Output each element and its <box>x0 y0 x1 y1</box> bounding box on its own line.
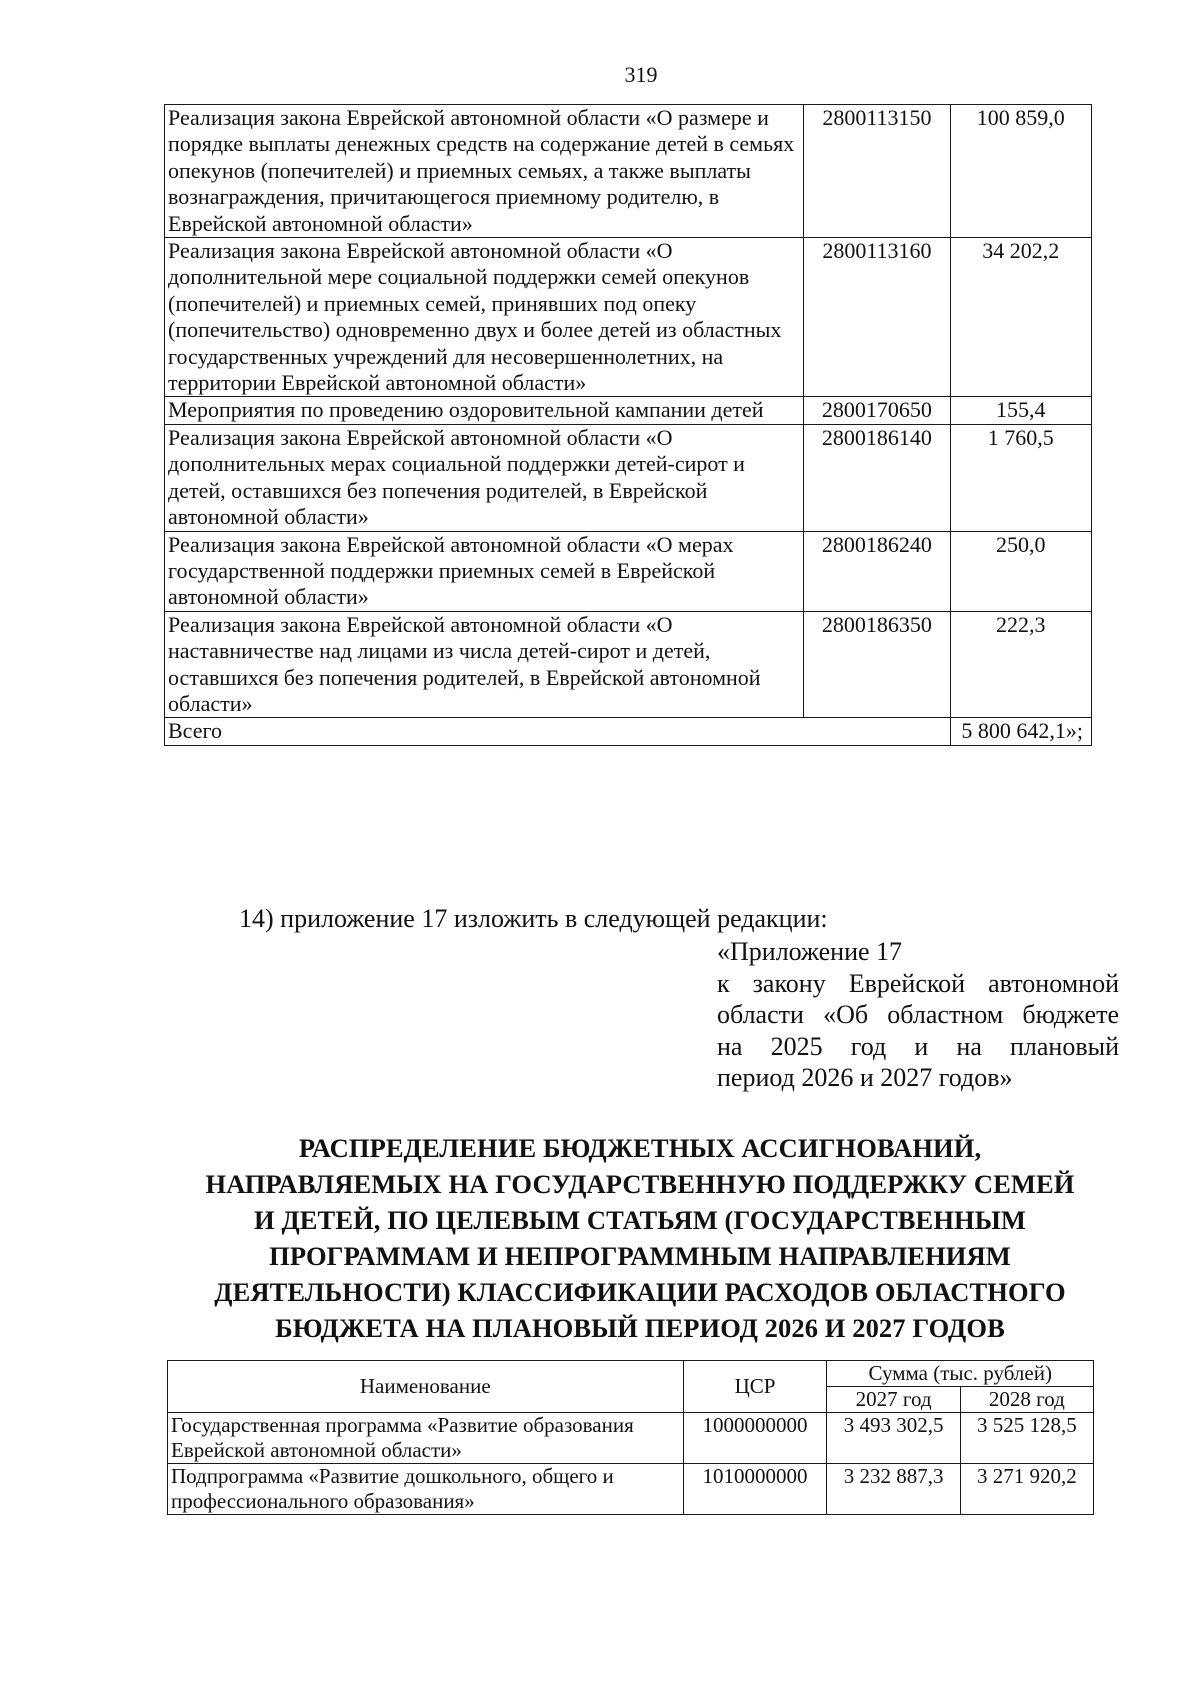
row-name: Мероприятия по проведению оздоровительной кампании детей <box>165 397 804 424</box>
row-amount: 155,4 <box>950 397 1091 424</box>
header-name: Наименование <box>168 1361 684 1413</box>
table-row <box>168 1413 1094 1464</box>
heading-line: НАПРАВЛЯЕМЫХ НА ГОСУДАРСТВЕННУЮ ПОДДЕРЖКУ СЕМЕЙ <box>205 1169 1075 1199</box>
heading-line: БЮДЖЕТА НА ПЛАНОВЫЙ ПЕРИОД 2026 И 2027 ГОДОВ <box>275 1313 1005 1343</box>
heading-line: ДЕЯТЕЛЬНОСТИ) КЛАССИФИКАЦИИ РАСХОДОВ ОБЛАСТНОГО <box>214 1277 1066 1307</box>
header-sum: Сумма (тыс. рублей) <box>827 1361 1094 1387</box>
table-row <box>168 1464 1094 1515</box>
row-amount: 34 202,2 <box>950 238 1091 397</box>
row-code: 2800113150 <box>804 105 950 238</box>
row-value-2028: 3 271 920,2 <box>960 1464 1093 1515</box>
table-row <box>165 424 1092 531</box>
row-amount: 1 760,5 <box>950 424 1091 531</box>
row-code: 2800186140 <box>804 424 950 531</box>
table-row <box>165 531 1092 611</box>
table-row <box>165 611 1092 718</box>
document-heading <box>160 1130 1120 1346</box>
header-year-2028: 2028 год <box>960 1387 1093 1413</box>
amendment-item: 14) приложение 17 изложить в следующей редакции: <box>239 904 828 933</box>
appendix-reference <box>717 936 1119 1094</box>
appendix-line: на 2025 год и на плановый <box>717 1031 1119 1061</box>
row-name: Реализация закона Еврейской автономной области «О размере и порядке выплаты денежных средств на содержание детей в семьях опекунов (попечителей) и приемных семьях, а также выплаты вознаграждения, причитающегося приемному родителю, в Еврейской автономной области» <box>165 105 804 238</box>
appendix-line: области «Об областном бюджете <box>717 1000 1119 1029</box>
row-value-2027: 3 493 302,5 <box>827 1413 960 1464</box>
header-code: ЦСР <box>683 1361 827 1413</box>
row-value-2028: 3 525 128,5 <box>960 1413 1093 1464</box>
row-name: Государственная программа «Развитие образования Еврейской автономной области» <box>168 1413 684 1464</box>
row-name: Реализация закона Еврейской автономной области «О дополнительной мере социальной поддержки семей опекунов (попечителей) и приемных семей, принявших под опеку (попечительство) одновременно двух и более детей из областных государственных учреждений для несовершеннолетних, на территории Еврейской автономной области» <box>165 238 804 397</box>
appendix-line: «Приложение 17 <box>717 937 903 966</box>
total-value: 5 800 642,1»; <box>950 718 1091 745</box>
page-number: 319 <box>624 62 658 87</box>
table-row <box>165 238 1092 397</box>
allocation-table <box>167 1360 1094 1515</box>
table-row <box>165 397 1092 424</box>
appendix-line: период 2026 и 2027 годов» <box>717 1063 1013 1092</box>
table-row <box>165 105 1092 238</box>
row-amount: 100 859,0 <box>950 105 1091 238</box>
row-amount: 222,3 <box>950 611 1091 718</box>
row-code: 2800186350 <box>804 611 950 718</box>
row-value-2027: 3 232 887,3 <box>827 1464 960 1515</box>
row-name: Реализация закона Еврейской автономной области «О наставничестве над лицами из числа детей-сирот и детей, оставшихся без попечения родителей, в Еврейской автономной области» <box>165 611 804 718</box>
row-code: 1010000000 <box>683 1464 827 1515</box>
row-code: 2800170650 <box>804 397 950 424</box>
row-code: 2800113160 <box>804 238 950 397</box>
heading-line: РАСПРЕДЕЛЕНИЕ БЮДЖЕТНЫХ АССИГНОВАНИЙ, <box>298 1133 982 1163</box>
header-year-2027: 2027 год <box>827 1387 960 1413</box>
heading-line: И ДЕТЕЙ, ПО ЦЕЛЕВЫМ СТАТЬЯМ (ГОСУДАРСТВЕННЫМ <box>254 1205 1026 1235</box>
row-amount: 250,0 <box>950 531 1091 611</box>
row-code: 1000000000 <box>683 1413 827 1464</box>
expenditure-table <box>164 104 1092 746</box>
row-name: Реализация закона Еврейской автономной области «О дополнительных мерах социальной поддержки детей-сирот и детей, оставшихся без попечения родителей, в Еврейской автономной области» <box>165 424 804 531</box>
header-row <box>168 1361 1094 1387</box>
appendix-line: к закону Еврейской автономной <box>717 968 1119 998</box>
row-name: Реализация закона Еврейской автономной области «О мерах государственной поддержки приемных семей в Еврейской автономной области» <box>165 531 804 611</box>
heading-line: ПРОГРАММАМ И НЕПРОГРАММНЫМ НАПРАВЛЕНИЯМ <box>269 1241 1011 1271</box>
total-row <box>165 718 1092 745</box>
total-label: Всего <box>165 718 951 745</box>
row-name: Подпрограмма «Развитие дошкольного, общего и профессионального образования» <box>168 1464 684 1515</box>
row-code: 2800186240 <box>804 531 950 611</box>
